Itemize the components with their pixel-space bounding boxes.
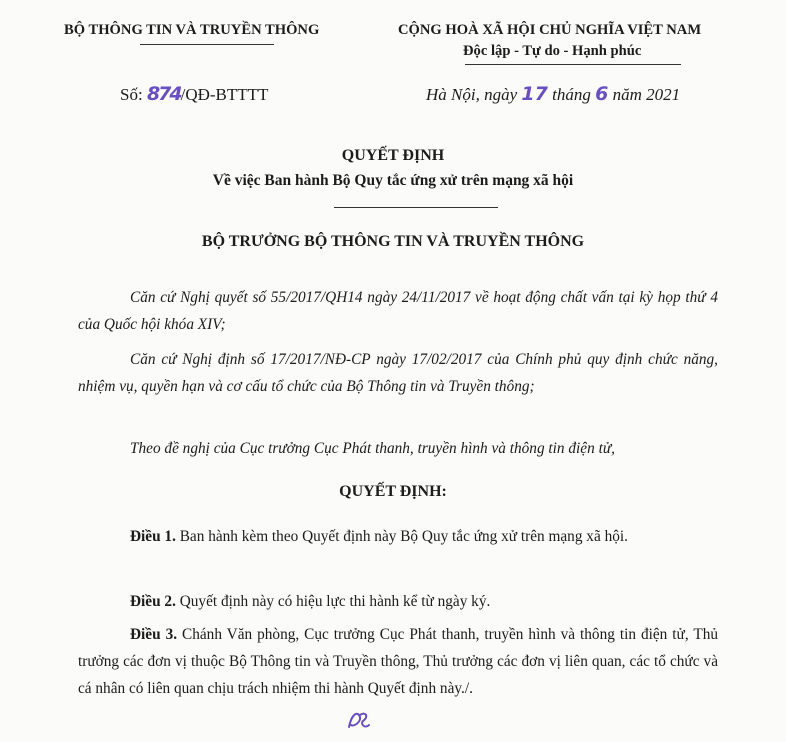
legal-basis-2: Căn cứ Nghị định số 17/2017/NĐ-CP ngày 17/02/2017 của Chính phủ quy định chức năng, nhiệm vụ, quyền hạn và cơ cấu tổ chức của Bộ Thông tin và Truyền thông; xyxy=(78,351,718,395)
article-1 xyxy=(78,523,718,550)
motto-underline xyxy=(465,64,681,65)
article-2 xyxy=(78,588,718,615)
national-motto: Độc lập - Tự do - Hạnh phúc xyxy=(463,43,642,59)
legal-basis-3: Theo đề nghị của Cục trưởng Cục Phát thanh, truyền hình và thông tin điện tử, xyxy=(130,440,615,457)
document-subtitle: Về việc Ban hành Bộ Quy tắc ứng xử trên mạng xã hội xyxy=(212,172,574,189)
handwritten-month: 6 xyxy=(595,83,609,105)
article-3 xyxy=(78,621,718,702)
title-underline xyxy=(334,207,498,208)
ministry-name: BỘ THÔNG TIN VÀ TRUYỀN THÔNG xyxy=(64,22,320,38)
issuing-authority: BỘ TRƯỞNG BỘ THÔNG TIN VÀ TRUYỀN THÔNG xyxy=(201,233,585,250)
ministry-underline xyxy=(140,44,274,45)
article-text: Ban hành kèm theo Quyết định này Bộ Quy tắc ứng xử trên mạng xã hội. xyxy=(179,528,628,545)
article-text: Chánh Văn phòng, Cục trưởng Cục Phát thanh, truyền hình và thông tin điện tử, Thủ trưởng các đơn vị thuộc Bộ Thông tin và Truyền thông, Thủ trưởng các đơn vị liên quan, các tổ chức và cá nhân có liên quan chịu trách nhiệm thi hành Quyết định này./. xyxy=(78,626,718,697)
handwritten-initials xyxy=(346,707,372,733)
document-title: QUYẾT ĐỊNH xyxy=(341,147,445,164)
article-label: Điều 2. xyxy=(130,593,176,610)
article-label: Điều 3. xyxy=(130,626,178,643)
legal-basis-1: Căn cứ Nghị quyết số 55/2017/QH14 ngày 24/11/2017 về hoạt động chất vấn tại kỳ họp thứ 4 của Quốc hội khóa XIV; xyxy=(78,289,718,333)
article-label: Điều 1. xyxy=(130,528,176,545)
country-name: CỘNG HOÀ XÃ HỘI CHỦ NGHĨA VIỆT NAM xyxy=(398,22,702,38)
document-date: Hà Nội, ngày 17 tháng 6 năm 2021 xyxy=(426,83,681,105)
decides-heading: QUYẾT ĐỊNH: xyxy=(339,483,447,500)
handwritten-day: 17 xyxy=(521,83,548,105)
article-text: Quyết định này có hiệu lực thi hành kể từ ngày ký. xyxy=(179,593,491,610)
document-number: Số: 874/QĐ-BTTTT xyxy=(120,83,269,105)
handwritten-number: 874 xyxy=(146,83,181,105)
